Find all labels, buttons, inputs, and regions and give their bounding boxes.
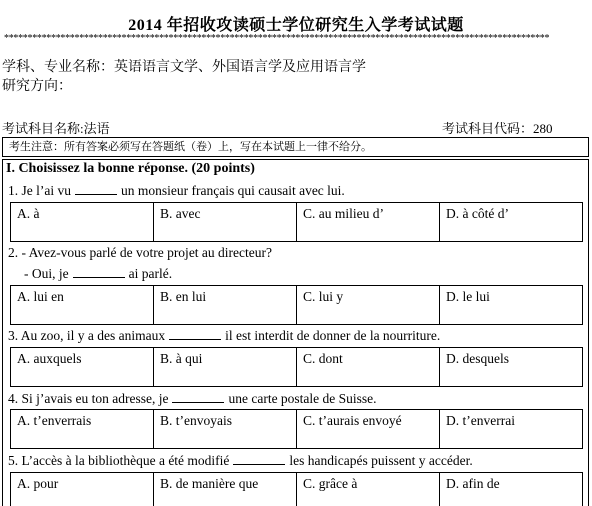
exam-title: 2014 年招收攻读硕士学位研究生入学考试试题: [128, 17, 464, 34]
answer-blank: [169, 339, 221, 340]
star-divider: ********************************************************************************************************************: [4, 33, 550, 44]
option-a: A. pour: [11, 473, 154, 506]
option-a: A. à: [11, 203, 154, 241]
discipline-line: 学科、专业名称：英语语言文学、外国语言学及应用语言学: [2, 60, 366, 75]
option-a: A. t’enverrais: [11, 410, 154, 448]
option-d: D. le lui: [446, 289, 490, 304]
option-a: A. auxquels: [11, 348, 154, 386]
options-row-3: [10, 347, 583, 387]
option-c: C. au milieu d’: [297, 203, 440, 241]
options-row-5: [10, 472, 583, 506]
question-text-after: les handicapés puissent y accéder.: [289, 453, 473, 468]
option-d: D. à côté d’: [446, 206, 509, 221]
question-2-line-1: 2. - Avez-vous parlé de votre projet au directeur?: [8, 245, 273, 260]
option-a: A. lui en: [11, 286, 154, 324]
question-text-before: 5. L’accès à la bibliothèque a été modifié: [8, 453, 230, 468]
answer-blank: [172, 402, 224, 403]
subject-name: 考试科目名称:法语: [2, 121, 110, 136]
option-d: D. t’enverrai: [446, 413, 515, 428]
option-b: B. avec: [154, 203, 297, 241]
question-text-before: 4. Si j’avais eu ton adresse, je: [8, 391, 169, 406]
question-text-after: une carte postale de Suisse.: [228, 391, 377, 406]
option-c: C. dont: [297, 348, 440, 386]
question-text-after: un monsieur français qui causait avec lui.: [121, 183, 345, 198]
question-1: [8, 183, 345, 199]
question-5: [8, 453, 473, 469]
question-4: [8, 391, 377, 407]
question-text-before: 3. Au zoo, il y a des animaux: [8, 328, 166, 343]
question-text-after: il est interdit de donner de la nourriture.: [225, 328, 441, 343]
question-3: [8, 328, 440, 344]
option-d: D. afin de: [446, 476, 500, 491]
option-b: B. de manière que: [154, 473, 297, 506]
option-d: D. desquels: [446, 351, 509, 366]
exam-notice: 考生注意：所有答案必须写在答题纸（卷）上，写在本试题上一律不给分。: [2, 137, 589, 157]
question-text-before: - Oui, je: [24, 266, 69, 281]
direction-line: 研究方向：: [2, 79, 72, 94]
option-c: C. lui y: [297, 286, 440, 324]
option-c: C. t’aurais envoyé: [297, 410, 440, 448]
options-row-2: [10, 285, 583, 325]
option-c: C. grâce à: [297, 473, 440, 506]
options-row-4: [10, 409, 583, 449]
answer-blank: [233, 464, 285, 465]
options-row-1: [10, 202, 583, 242]
subject-code: 考试科目代码：280: [442, 121, 553, 136]
question-text-after: ai parlé.: [128, 266, 173, 281]
option-b: B. à qui: [154, 348, 297, 386]
section-title: I. Choisissez la bonne réponse. (20 points): [6, 161, 255, 176]
answer-blank: [75, 194, 117, 195]
question-text-before: 1. Je l’ai vu: [8, 183, 71, 198]
question-2: [24, 266, 172, 282]
option-b: B. t’envoyais: [154, 410, 297, 448]
answer-blank: [73, 277, 125, 278]
option-b: B. en lui: [154, 286, 297, 324]
